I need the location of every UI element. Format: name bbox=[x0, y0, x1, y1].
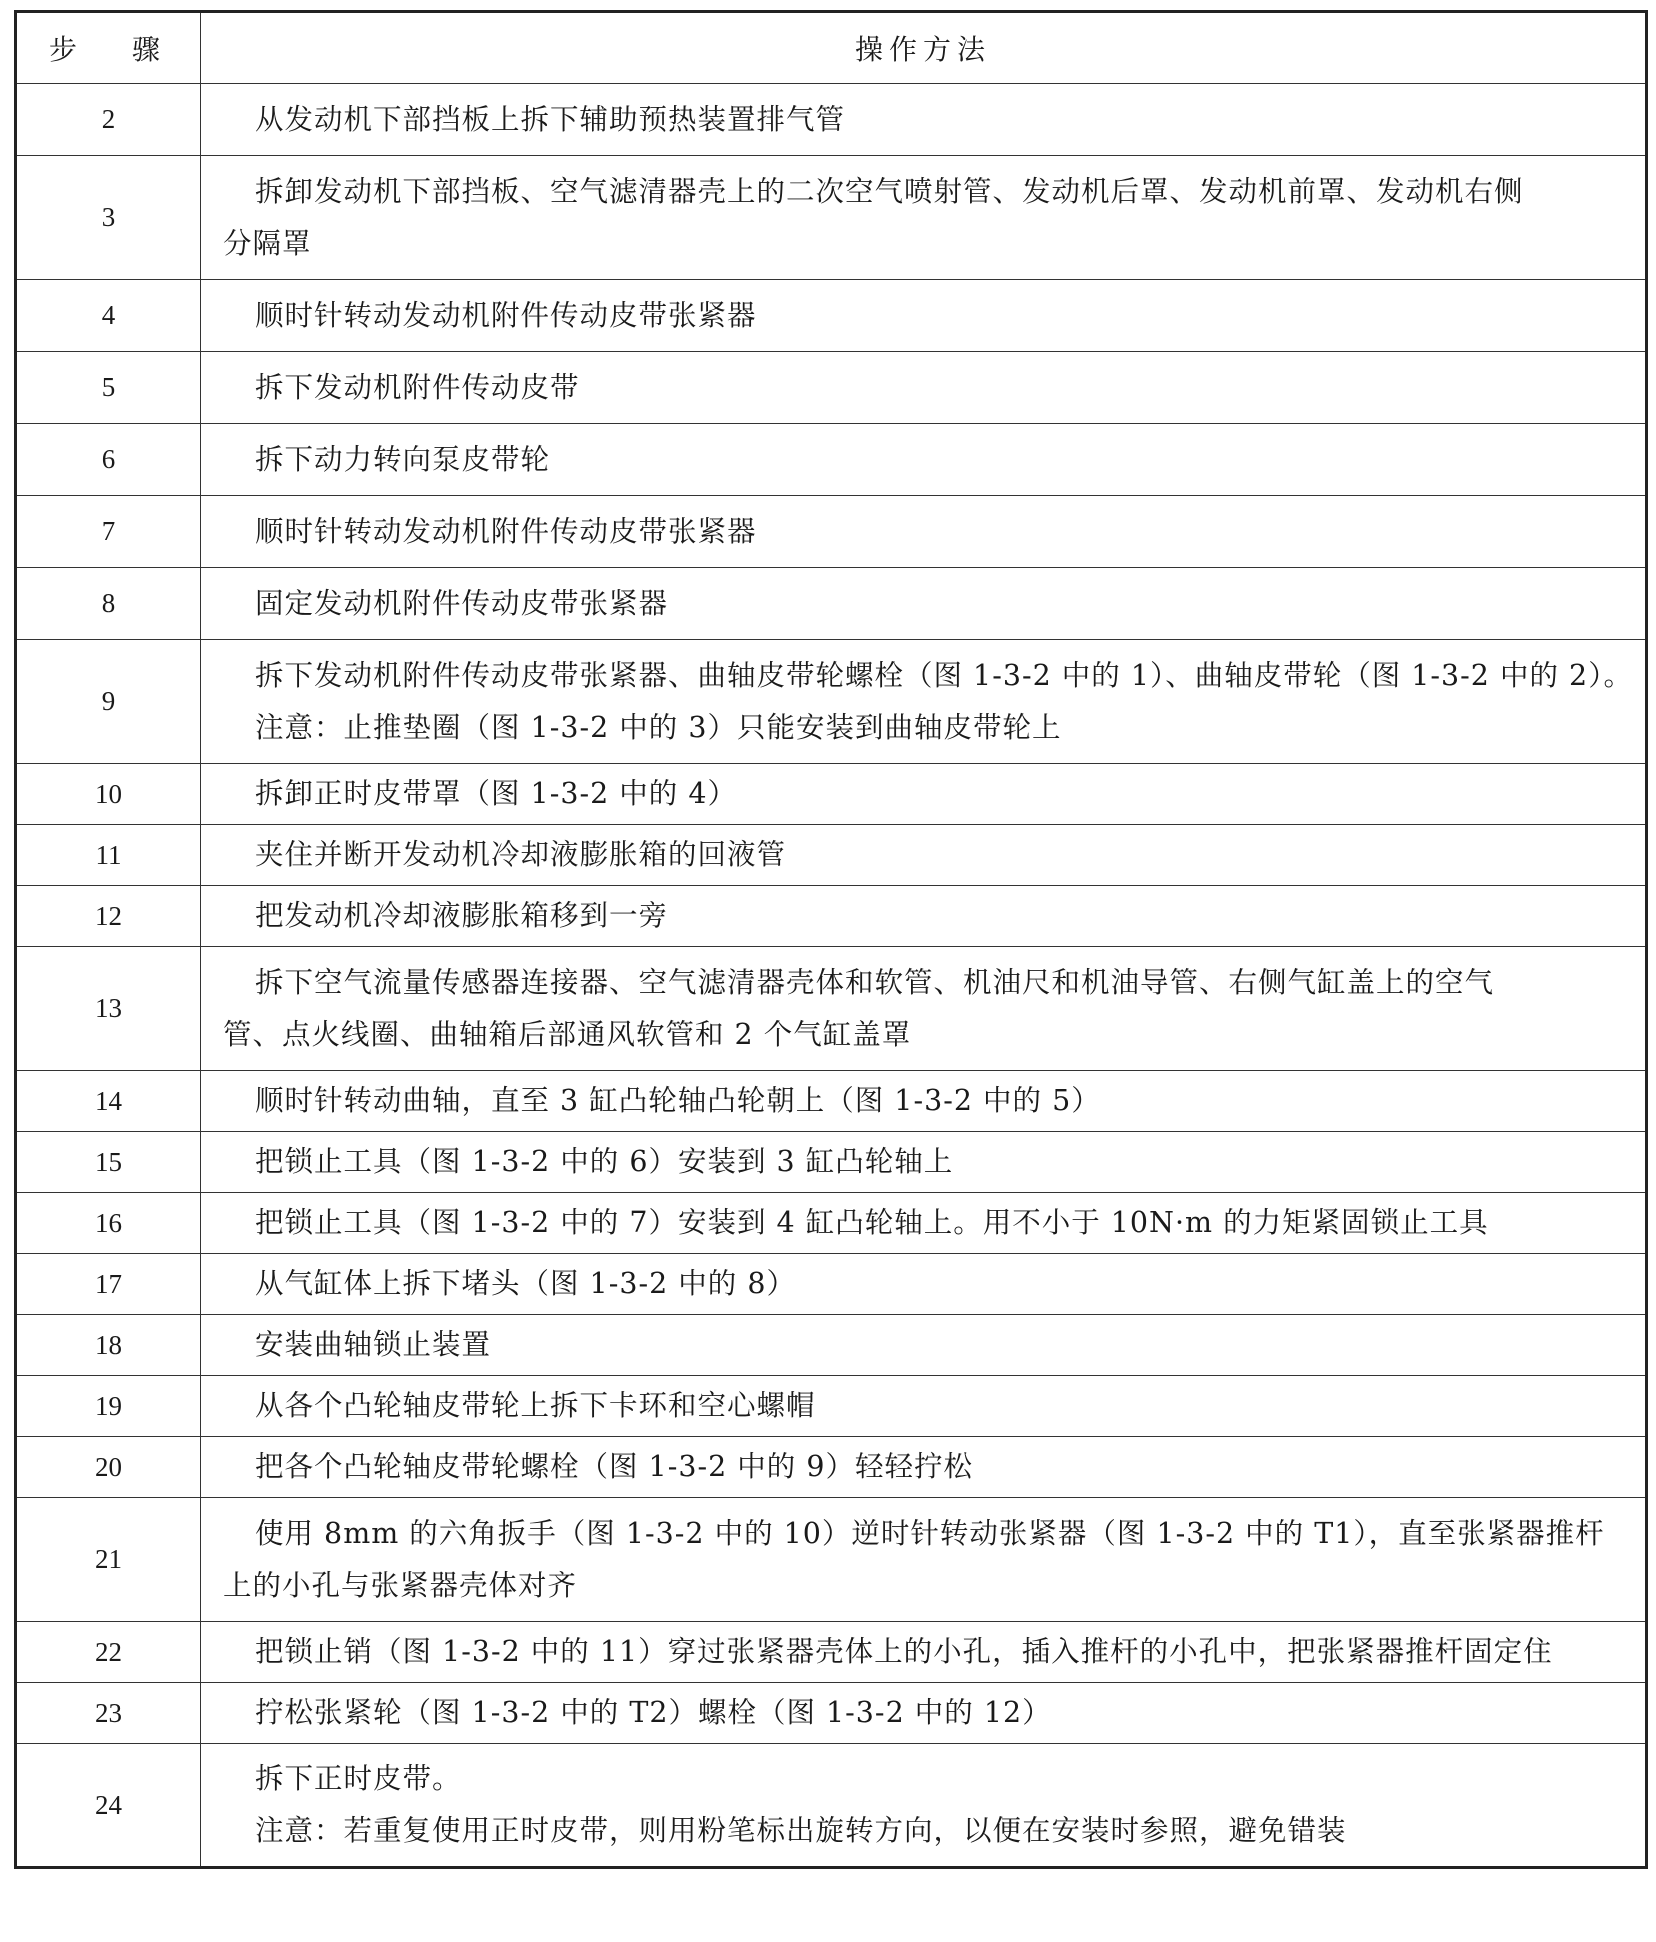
table-row bbox=[16, 1744, 1647, 1868]
method-line: 使用 8mm 的六角扳手（图 1-3-2 中的 10）逆时针转动张紧器（图 1-3-2 中的 T1），直至张紧器推杆 bbox=[255, 1516, 1605, 1550]
method-line: 上的小孔与张紧器壳体对齐 bbox=[223, 1568, 578, 1602]
step-number: 6 bbox=[16, 424, 201, 496]
method-line: 夹住并断开发动机冷却液膨胀箱的回液管 bbox=[255, 838, 787, 871]
method-text bbox=[201, 352, 1647, 424]
method-line: 拆下空气流量传感器连接器、空气滤清器壳体和软管、机油尺和机油导管、右侧气缸盖上的空气 bbox=[255, 965, 1495, 999]
table-row bbox=[16, 1683, 1647, 1744]
method-text bbox=[201, 1193, 1647, 1254]
table-row bbox=[16, 352, 1647, 424]
step-number: 8 bbox=[16, 568, 201, 640]
table-row bbox=[16, 1071, 1647, 1132]
method-line: 固定发动机附件传动皮带张紧器 bbox=[255, 586, 669, 620]
method-line: 顺时针转动发动机附件传动皮带张紧器 bbox=[255, 514, 757, 548]
method-line: 拧松张紧轮（图 1-3-2 中的 T2）螺栓（图 1-3-2 中的 12） bbox=[255, 1696, 1052, 1729]
step-number: 10 bbox=[16, 764, 201, 825]
table-row bbox=[16, 280, 1647, 352]
method-text bbox=[201, 947, 1647, 1071]
step-number: 17 bbox=[16, 1254, 201, 1315]
step-number: 21 bbox=[16, 1498, 201, 1622]
method-line: 把锁止工具（图 1-3-2 中的 7）安装到 4 缸凸轮轴上。用不小于 10N·m 的力矩紧固锁止工具 bbox=[255, 1206, 1489, 1239]
method-line: 顺时针转动发动机附件传动皮带张紧器 bbox=[255, 298, 757, 332]
method-line: 顺时针转动曲轴，直至 3 缸凸轮轴凸轮朝上（图 1-3-2 中的 5） bbox=[255, 1084, 1101, 1117]
method-text bbox=[201, 496, 1647, 568]
method-note-line: 注意：若重复使用正时皮带，则用粉笔标出旋转方向，以便在安装时参照，避免错装 bbox=[255, 1814, 1347, 1847]
method-text bbox=[201, 568, 1647, 640]
step-number: 13 bbox=[16, 947, 201, 1071]
step-number: 12 bbox=[16, 886, 201, 947]
step-number: 11 bbox=[16, 825, 201, 886]
method-text bbox=[201, 1315, 1647, 1376]
method-text bbox=[201, 1498, 1647, 1622]
method-text bbox=[201, 84, 1647, 156]
method-text bbox=[201, 764, 1647, 825]
method-line: 把锁止销（图 1-3-2 中的 11）穿过张紧器壳体上的小孔，插入推杆的小孔中，把张紧器推杆固定住 bbox=[255, 1635, 1553, 1668]
step-number: 22 bbox=[16, 1622, 201, 1683]
method-line: 把发动机冷却液膨胀箱移到一旁 bbox=[255, 899, 669, 932]
step-number: 9 bbox=[16, 640, 201, 764]
table-row bbox=[16, 947, 1647, 1071]
method-text bbox=[201, 1622, 1647, 1683]
table-row bbox=[16, 1193, 1647, 1254]
method-text bbox=[201, 1744, 1647, 1868]
step-number: 18 bbox=[16, 1315, 201, 1376]
method-text bbox=[201, 825, 1647, 886]
table-row bbox=[16, 1254, 1647, 1315]
method-text bbox=[201, 424, 1647, 496]
step-number: 16 bbox=[16, 1193, 201, 1254]
method-text bbox=[201, 1376, 1647, 1437]
step-number: 5 bbox=[16, 352, 201, 424]
table-row bbox=[16, 84, 1647, 156]
step-number: 7 bbox=[16, 496, 201, 568]
method-line: 拆下发动机附件传动皮带张紧器、曲轴皮带轮螺栓（图 1-3-2 中的 1）、曲轴皮带轮（图 1-3-2 中的 2）。 bbox=[255, 658, 1633, 692]
table-row bbox=[16, 825, 1647, 886]
step-number: 3 bbox=[16, 156, 201, 280]
method-line: 拆下动力转向泵皮带轮 bbox=[255, 442, 551, 476]
header-method: 操作方法 bbox=[201, 12, 1647, 84]
table-row bbox=[16, 1315, 1647, 1376]
step-number: 15 bbox=[16, 1132, 201, 1193]
step-number: 24 bbox=[16, 1744, 201, 1868]
table-row bbox=[16, 496, 1647, 568]
table-row bbox=[16, 1376, 1647, 1437]
method-text bbox=[201, 280, 1647, 352]
table-row bbox=[16, 1498, 1647, 1622]
table-row bbox=[16, 424, 1647, 496]
method-text bbox=[201, 1683, 1647, 1744]
method-line: 把各个凸轮轴皮带轮螺栓（图 1-3-2 中的 9）轻轻拧松 bbox=[255, 1450, 973, 1483]
method-line: 拆下发动机附件传动皮带 bbox=[255, 370, 580, 404]
table-row bbox=[16, 1437, 1647, 1498]
table-row bbox=[16, 568, 1647, 640]
method-line: 拆下正时皮带。 bbox=[255, 1762, 462, 1795]
table-row bbox=[16, 1132, 1647, 1193]
method-line: 拆卸发动机下部挡板、空气滤清器壳上的二次空气喷射管、发动机后罩、发动机前罩、发动机右侧 bbox=[255, 174, 1524, 208]
step-number: 20 bbox=[16, 1437, 201, 1498]
method-line: 管、点火线圈、曲轴箱后部通风软管和 2 个气缸盖罩 bbox=[223, 1017, 912, 1051]
step-number: 2 bbox=[16, 84, 201, 156]
step-number: 14 bbox=[16, 1071, 201, 1132]
procedure-table bbox=[14, 10, 1648, 1869]
method-text bbox=[201, 1071, 1647, 1132]
table-row bbox=[16, 886, 1647, 947]
method-text bbox=[201, 1132, 1647, 1193]
method-text bbox=[201, 886, 1647, 947]
table-header-row bbox=[16, 12, 1647, 84]
method-line: 把锁止工具（图 1-3-2 中的 6）安装到 3 缸凸轮轴上 bbox=[255, 1145, 954, 1178]
method-note-line: 注意：止推垫圈（图 1-3-2 中的 3）只能安装到曲轴皮带轮上 bbox=[255, 710, 1062, 744]
method-line: 从气缸体上拆下堵头（图 1-3-2 中的 8） bbox=[255, 1267, 796, 1300]
method-line: 安装曲轴锁止装置 bbox=[255, 1328, 492, 1361]
step-number: 4 bbox=[16, 280, 201, 352]
method-line: 拆卸正时皮带罩（图 1-3-2 中的 4） bbox=[255, 777, 737, 810]
table-row bbox=[16, 640, 1647, 764]
method-text bbox=[201, 1254, 1647, 1315]
method-line: 从发动机下部挡板上拆下辅助预热装置排气管 bbox=[255, 102, 846, 136]
method-line: 分隔罩 bbox=[223, 226, 312, 260]
table-row bbox=[16, 156, 1647, 280]
step-number: 19 bbox=[16, 1376, 201, 1437]
header-step: 步骤 bbox=[16, 12, 201, 84]
method-text bbox=[201, 1437, 1647, 1498]
method-line: 从各个凸轮轴皮带轮上拆下卡环和空心螺帽 bbox=[255, 1389, 816, 1422]
table-row bbox=[16, 1622, 1647, 1683]
method-text bbox=[201, 640, 1647, 764]
step-number: 23 bbox=[16, 1683, 201, 1744]
table-row bbox=[16, 764, 1647, 825]
method-text bbox=[201, 156, 1647, 280]
